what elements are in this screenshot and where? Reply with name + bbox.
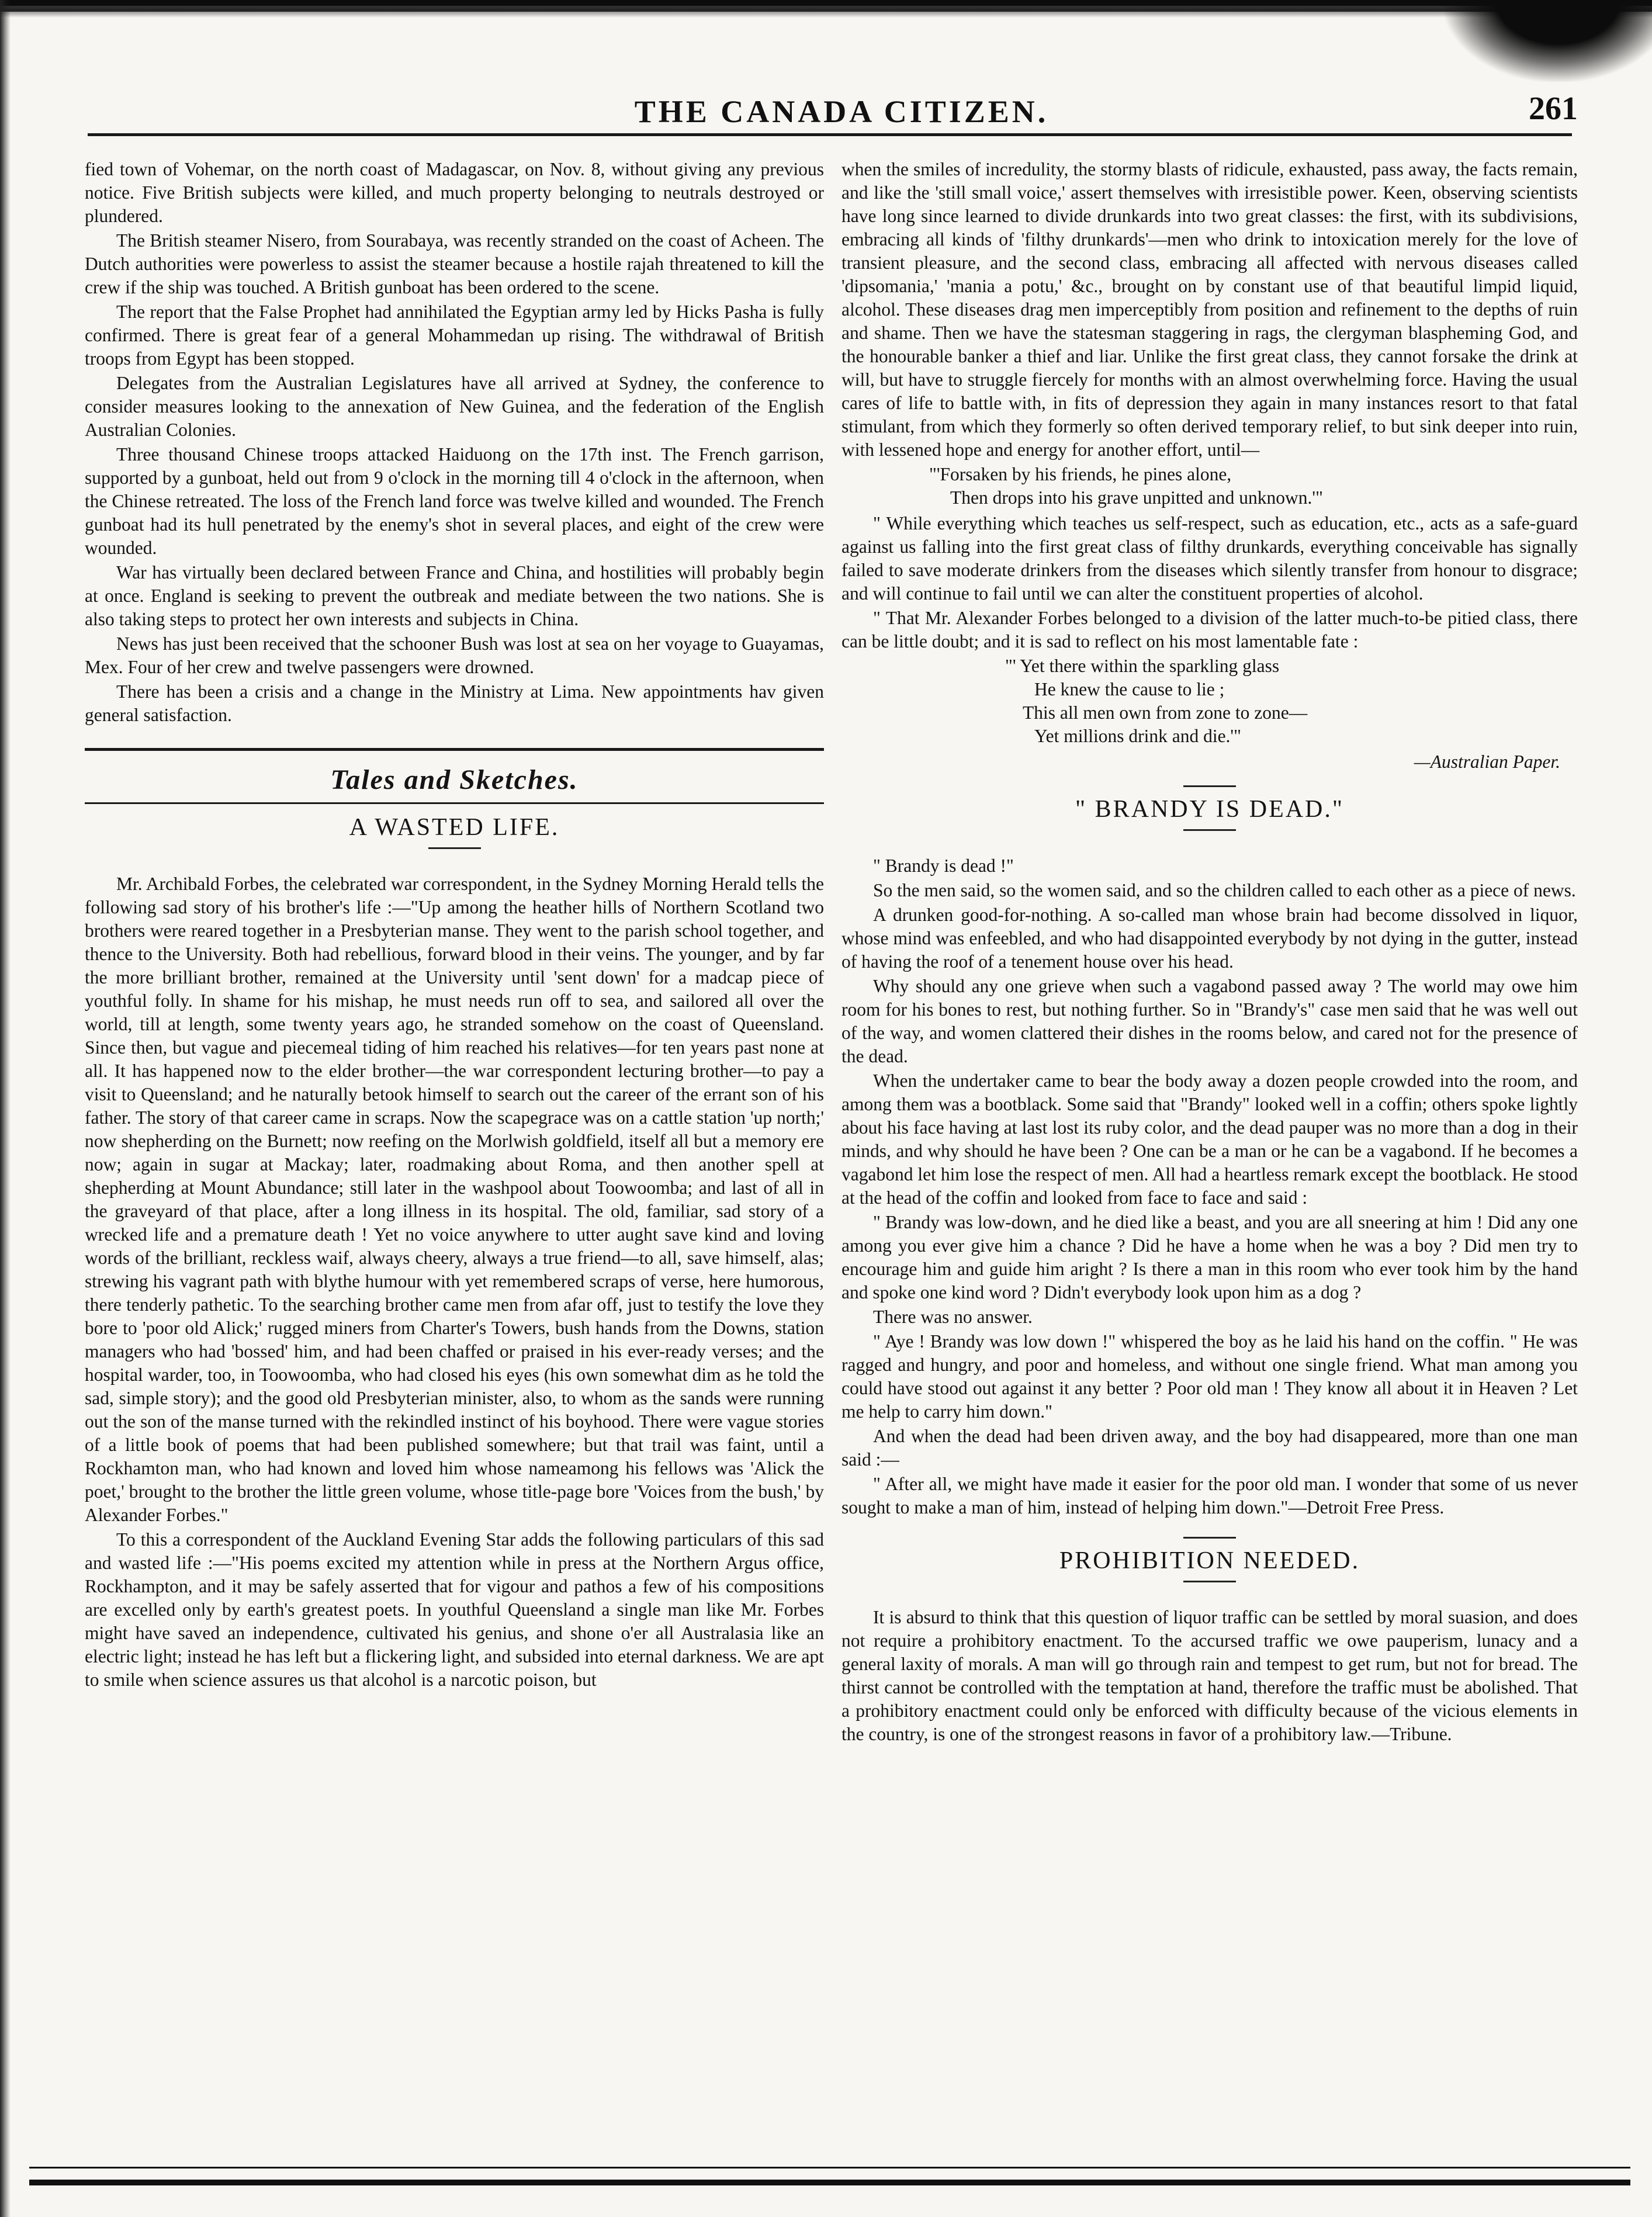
verse-line: "' Yet there within the sparkling glass (1005, 656, 1280, 676)
article-paragraph: " While everything which teaches us self-respect, such as education, etc., acts as a safe-guard against us falling into the first great class of filthy drunkards, everything conceivable has signally failed to save moderate drinkers from the diseases which silently transfer from honour to disgrace; and will continue to fail until we can alter the constituent properties of alcohol. (841, 513, 1578, 604)
article-paragraph: And when the dead had been driven away, and the boy had disappeared, more than one man said :— (841, 1426, 1578, 1470)
article-continuation: when the smiles of incredulity, the stormy blasts of ridicule, exhausted, pass away, the facts remain, and like the 'still small voice,' assert themselves with irresistible power. Keen, observing scientists have long since learned to divide drunkards into two great classes: the first, with its subdivisions, embracing all kinds of 'filthy drunkards'—men who drink to intoxication merely for the love of transient pleasure, and the second class, embracing all affected with nervous diseases called 'dipsomania,' 'mania a potu,' &c., brought on by constant use of that beautiful limpid liquid, alcohol. These diseases drag men imperceptibly from position and refinement to the depths of ruin and shame. Then we have the statesman staggering in rags, the clergyman blaspheming God, and the honourable banker a thief and liar. Unlike the first great class, they cannot forsake the drink at will, but have to struggle fiercely for months with an almost overwhelming force. Having the usual cares of life to battle with, in fits of depression they again in many instances resort to that fatal stimulant, from which they formerly so often derived temporary relief, to but sink deeper into ruin, with lessened hope and energy for another effort, until— (841, 159, 1578, 460)
section-divider (85, 802, 824, 804)
article-paragraph: Why should any one grieve when such a vagabond passed away ? The world may owe him room for his bones to rest, but nothing further. So in "Brandy's" case men said that he was well out of the way, and women clattered their dishes in the rooms below, and cared not for the presence of the dead. (841, 976, 1578, 1066)
page-header (82, 88, 1601, 152)
article-paragraph: Mr. Archibald Forbes, the celebrated war correspondent, in the Sydney Morning Herald tells the following sad story of his brother's life :—"Up among the heather hills of Northern Scotland two brothers were reared together in a Presbyterian manse. They went to the parish school together, and thence to the University. Both had rebellious, forward blood in their veins. The younger, and by far the more brilliant brother, remained at the University until 'sent down' for a madcap piece of youthful folly. In shame for his mishap, he must needs run off to sea, and sailored all over the world, till at length, some twenty years ago, he stranded somehow on the coast of Queensland. Since then, but vague and piecemeal tiding of him reached his relatives—for ten years past none at all. It has happened now to the elder brother—the war correspondent lecturing brother—to pay a visit to Queensland; and he naturally betook himself to search out the career of the errant son of his father. The story of that career came in scraps. Now the scapegrace was on a cattle station 'up north;' now shepherding on the Burnett; now reefing on the Morlwish goldfield, itself all but a memory ere now; again in sugar at Mackay; later, roadmaking about Roma, and then another spell at shepherding at Mount Abundance; still later in the washpool about Toowoomba; and last of all in the graveyard of that place, after a long illness in its hospital. The old, familiar, sad story of a wrecked life and a premature death ! Yet no voice anywhere to utter aught save kind and loving words of the brilliant, reckless waif, always cheery, always a true friend—to all, save himself, alas; strewing his vagrant path with blythe humour with yet remembered scraps of verse, here humorous, there tenderly pathetic. To the searching brother came men from afar off, just to testify the love they bore to 'poor old Alick;' rugged miners from Charter's Towers, bush hands from the Downs, station managers who had 'bossed' him, and had been chaffed or praised in his ever-ready verses; and the hospital warder, too, in Toowoomba, who had closed his eyes (his own somewhat dim as he told the sad, simple story); and the good old Presbyterian minister, also, to whom as the sands were running out the son of the manse turned with the rekindled instinct of his boyhood. There were vague stories of a little book of poems that had been published somewhere; but that trail was faint, until a Rockhamton man, who had known and loved him whose nameamong his fellows was 'Alick the poet,' brought to the brother the little green volume, whose title-page bore 'Voices from the bush,' by Alexander Forbes." (85, 874, 824, 1525)
section-heading: Tales and Sketches. (330, 764, 579, 795)
news-items (85, 158, 824, 727)
article-paragraph: When the undertaker came to bear the body away a dozen people crowded into the room, and among them was a bootblack. Some said that "Brandy" looked well in a coffin; others spoke lightly about his face having at last lost its ruby color, and the dead pauper was no more than a dog in their minds, and why should he have been ? One can be a man or he can be a vagabond. If he becomes a vagabond let him lose the respect of men. All had a heartless remark except the bootblack. He stood at the head of the coffin and looked from face to face and said : (841, 1071, 1578, 1208)
verse-line: This all men own from zone to zone— (1023, 702, 1308, 723)
news-item: There has been a crisis and a change in the Ministry at Lima. New appointments hav given general satisfaction. (85, 681, 824, 725)
article-paragraph: " Aye ! Brandy was low down !" whispered the boy as he laid his hand on the coffin. " He was ragged and hungry, and poor and homeless, and without one single friend. What man among you could have stood out against it any better ? Poor old man ! They know all about it in Heaven ? Let me help to carry him down." (841, 1331, 1578, 1422)
title-rule (1183, 1581, 1236, 1582)
verse-block (929, 463, 1578, 510)
article-paragraph: " After all, we might have made it easier for the poor old man. I wonder that some of us never sought to make a man of him, instead of helping him down."—Detroit Free Press. (841, 1474, 1578, 1518)
verse-line: Then drops into his grave unpitted and unknown.'" (950, 487, 1323, 508)
page-left-edge (0, 0, 11, 2217)
article-paragraph: So the men said, so the women said, and so the children called to each other as a piece of news. (873, 880, 1576, 900)
footer-rule (29, 2180, 1630, 2185)
masthead: THE CANADA CITIZEN. (634, 94, 1049, 129)
verse-block (1005, 654, 1578, 748)
title-rule (428, 847, 481, 849)
verse-line: "'Forsaken by his friends, he pines alone, (929, 464, 1232, 484)
article-paragraph: A drunken good-for-nothing. A so-called man whose brain had become dissolved in liquor, whose mind was enfeebled, and who had disappointed everybody by not dying in the gutter, instead of having the roof of a tenement house over his head. (841, 905, 1578, 972)
article-paragraph: It is absurd to think that this question of liquor traffic can be settled by moral suasion, and does not require a prohibitory enactment. To the accursed traffic we owe pauperism, lunacy and a general laxity of morals. A man will go through rain and tempest to get rum, but not for bread. The thirst cannot be controlled with the temptation at hand, therefore the traffic must be abolished. That a prohibitory enactment could only be enforced with difficulty because of the vicious elements in the country, is one of the strongest reasons in favor of a prohibitory law.—Tribune. (841, 1607, 1578, 1744)
news-item: The British steamer Nisero, from Sourabaya, was recently stranded on the coast of Acheen. The Dutch authorities were powerless to assist the steamer because a hostile rajah threatened to kill the crew if the ship was touched. A British gunboat has been ordered to the scene. (85, 230, 824, 297)
news-item: fied town of Vohemar, on the north coast of Madagascar, on Nov. 8, without giving any previous notice. Five British subjects were killed, and much property belonging to neutrals destroyed or plundered. (85, 159, 824, 226)
article-separator (1183, 785, 1236, 787)
article-paragraph: There was no answer. (873, 1307, 1033, 1327)
article-paragraph: " That Mr. Alexander Forbes belonged to a division of the latter much-to-be pitied class, there can be little doubt; and it is sad to reflect on his most lamentable fate : (841, 608, 1578, 652)
page-number: 261 (1529, 91, 1578, 127)
title-rule (1183, 829, 1236, 831)
header-rule (88, 133, 1572, 136)
verse-line: He knew the cause to lie ; (1034, 679, 1225, 699)
news-item: The report that the False Prophet had annihilated the Egyptian army led by Hicks Pasha is fully confirmed. There is great fear of a general Mohammedan up rising. The withdrawal of British troops from Egypt has been stopped. (85, 302, 824, 369)
article-paragraph: " Brandy was low-down, and he died like a beast, and you are all sneering at him ! Did any one among you ever give him a chance ? Did he have a home when he was a boy ? Did men try to encourage him and guide him aright ? Is there a man in this room who ever took him by the hand and spoke one kind word ? Didn't everybody look upon him as a dog ? (841, 1212, 1578, 1303)
news-item: Three thousand Chinese troops attacked Haiduong on the 17th inst. The French garrison, supported by a gunboat, held out from 9 o'clock in the morning till 4 o'clock in the afternoon, when the Chinese retreated. The loss of the French land force was twelve killed and wounded. The French gunboat had its hull penetrated by the enemy's shot in several places, and eight of the crew were wounded. (85, 444, 824, 558)
section-divider (85, 748, 824, 751)
verse-line: Yet millions drink and die.'" (1034, 726, 1241, 746)
news-item: War has virtually been declared between France and China, and hostilities will probably begin at once. England is seeking to prevent the outbreak and mediate between the two nations. She is also taking steps to protect her own interests and subjects in China. (85, 562, 824, 629)
right-column (841, 158, 1578, 1747)
source-credit: —Australian Paper. (1414, 751, 1560, 772)
article-title: A WASTED LIFE. (349, 814, 560, 841)
article-separator (1183, 1537, 1236, 1539)
page-top-edge (0, 0, 1652, 88)
news-item: News has just been received that the schooner Bush was lost at sea on her voyage to Guayamas, Mex. Four of her crew and twelve passengers were drowned. (85, 633, 824, 677)
article-title: " BRANDY IS DEAD." (1075, 796, 1345, 823)
article-paragraph: To this a correspondent of the Auckland Evening Star adds the following particulars of this sad and wasted life :—"His poems excited my attention while in press at the Northern Argus office, Rockhampton, and it may be safely asserted that for vigour and pathos a few of his compositions are excelled only by earth's greatest poets. In youthful Queensland a single man like Mr. Forbes might have saved an independence, cultivated his genius, and shone o'er all Australasia like an electric light; instead he has left but a flickering light, and subsided into eternal darkness. We are apt to smile when science assures us that alcohol is a narcotic poison, but (85, 1529, 824, 1690)
ink-blot-corner (1443, 0, 1652, 82)
news-item: Delegates from the Australian Legislatures have all arrived at Sydney, the conference to consider measures looking to the annexation of New Guinea, and the federation of the English Australian Colonies. (85, 373, 824, 440)
scan-smudge (0, 6, 1652, 18)
footer-rule (29, 2167, 1630, 2168)
article-paragraph: " Brandy is dead !" (873, 855, 1014, 876)
article-title: PROHIBITION NEEDED. (1059, 1547, 1360, 1574)
left-column (85, 158, 824, 1693)
